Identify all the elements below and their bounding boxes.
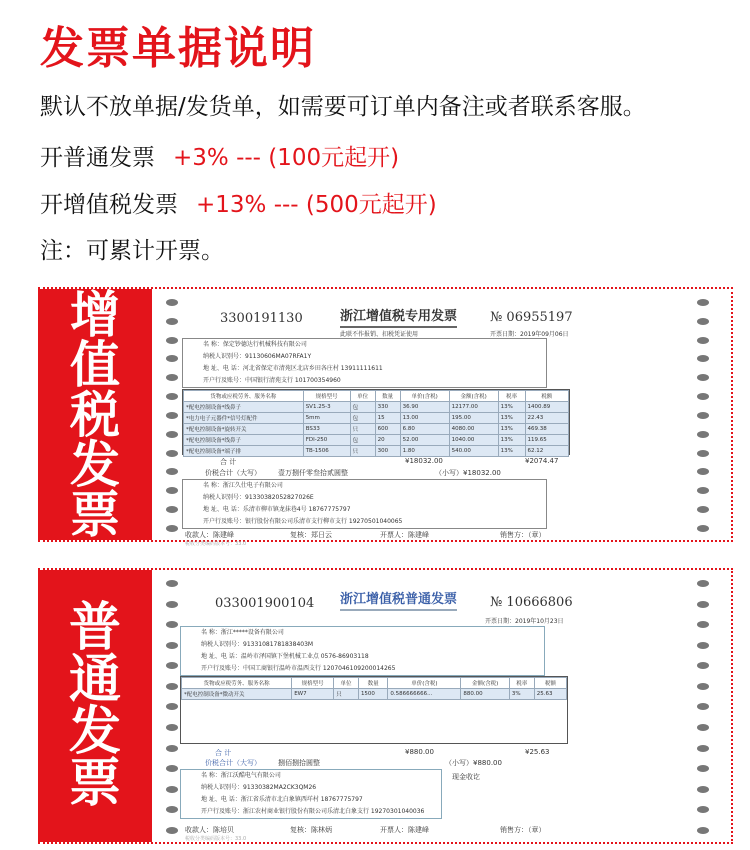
table-cell: *配电控制设备*端子排 bbox=[184, 446, 304, 457]
payee: 收款人：陈建峰 bbox=[185, 531, 234, 539]
table-cell: 1400.89 bbox=[525, 402, 568, 413]
table-row bbox=[184, 435, 569, 446]
side-char: 票 bbox=[68, 754, 121, 814]
table-cell: 3% bbox=[509, 689, 534, 700]
table-cell: *配电控制设备*线鼻子 bbox=[184, 435, 304, 446]
page-title: 发票单据说明 bbox=[40, 23, 316, 74]
buyer-info bbox=[182, 338, 547, 388]
column-header: 税率 bbox=[498, 391, 525, 402]
buyer-line: 名 称：浙江*****设备有限公司 bbox=[201, 629, 284, 636]
table-cell: 880.00 bbox=[461, 689, 510, 700]
seller-info bbox=[180, 769, 442, 819]
column-header: 货物或应税劳务、服务名称 bbox=[184, 391, 304, 402]
total-amount: ¥18032.00 bbox=[405, 457, 443, 465]
normal-side-label bbox=[38, 570, 152, 842]
side-char: 值 bbox=[70, 335, 120, 394]
seller-seal: 销售方：（章） bbox=[500, 531, 546, 539]
side-char: 通 bbox=[68, 650, 121, 710]
line-text: 开普通发票 bbox=[40, 145, 155, 171]
normal-invoice-section bbox=[38, 568, 733, 844]
table-cell: 1040.00 bbox=[449, 435, 498, 446]
table-cell: 195.00 bbox=[449, 413, 498, 424]
table-cell: 469.38 bbox=[525, 424, 568, 435]
table-cell: 13% bbox=[498, 424, 525, 435]
column-header: 单价(含税) bbox=[400, 391, 449, 402]
invoice-title: 浙江增值税普通发票 bbox=[340, 588, 457, 611]
seller-line: 地 址、电 话：浙江省乐清市北白象镇西垟村 18767775797 bbox=[201, 796, 363, 803]
payee: 收款人：陈培贝 bbox=[185, 826, 234, 834]
table-cell: 6.80 bbox=[400, 424, 449, 435]
table-cell: 只 bbox=[350, 446, 375, 457]
table-cell: 36.90 bbox=[400, 402, 449, 413]
column-header: 数量 bbox=[358, 678, 387, 689]
table-cell: 4080.00 bbox=[449, 424, 498, 435]
table-cell: 0.586666666... bbox=[388, 689, 461, 700]
column-header: 单价(含税) bbox=[388, 678, 461, 689]
side-char: 发 bbox=[70, 435, 120, 494]
table-cell: 12177.00 bbox=[449, 402, 498, 413]
total-words: 壹万捌仟零叁拾贰圆整 bbox=[278, 469, 348, 477]
invoice-code: 3300191130 bbox=[220, 311, 303, 326]
buyer-line: 名 称：保定钞德达行机械科技有限公司 bbox=[203, 341, 307, 348]
info-line-normal bbox=[40, 139, 399, 172]
table-cell: BS33 bbox=[303, 424, 350, 435]
side-char: 普 bbox=[68, 598, 121, 658]
invoice-date: 开票日期：2019年09月06日 bbox=[490, 331, 569, 338]
seller-line: 名 称：浙江沃酷电气有限公司 bbox=[201, 772, 281, 779]
table-cell: EW7 bbox=[292, 689, 334, 700]
side-char: 票 bbox=[70, 485, 120, 544]
table-row bbox=[182, 689, 567, 700]
total-tax: ¥2074.47 bbox=[525, 457, 559, 465]
remark: 现金收讫 bbox=[452, 773, 480, 781]
line-price: +13% --- (500元起开) bbox=[196, 192, 437, 218]
column-header: 税额 bbox=[534, 678, 566, 689]
table-cell: 1.80 bbox=[400, 446, 449, 457]
table-cell: 600 bbox=[375, 424, 400, 435]
line-price: +3% --- (100元起开) bbox=[173, 145, 400, 171]
table-row bbox=[184, 446, 569, 457]
column-header: 数量 bbox=[375, 391, 400, 402]
normal-invoice-image bbox=[160, 574, 727, 842]
table-cell: *配电控制设备*微动开关 bbox=[182, 689, 292, 700]
seller-line: 开户行及账号：浙江农村商业银行股份有限公司乐清北白象支行 19270301040036 bbox=[201, 808, 425, 815]
seller-line: 开户行及账号：银行股份有限公司乐清市支行柳市支行 19270501040065 bbox=[203, 518, 403, 525]
side-char: 增 bbox=[70, 285, 120, 344]
total-small: （小写）¥880.00 bbox=[445, 759, 502, 767]
total-label: 合 计 bbox=[220, 458, 237, 466]
invoice-code: 033001900104 bbox=[215, 596, 315, 611]
invoice-title: 浙江增值税专用发票 bbox=[340, 305, 457, 328]
reviewer: 复核：郑日云 bbox=[290, 531, 332, 539]
column-header: 金额(含税) bbox=[449, 391, 498, 402]
seller-line: 纳税人识别号：91330382MA2CK3QM26 bbox=[201, 784, 317, 791]
invoice-date: 开票日期：2019年10月23日 bbox=[485, 618, 564, 625]
total-label: 合 计 bbox=[215, 749, 232, 757]
info-line-vat bbox=[40, 186, 437, 219]
buyer-info bbox=[180, 626, 545, 676]
table-cell: 13% bbox=[498, 446, 525, 457]
table-cell: 13% bbox=[498, 435, 525, 446]
table-cell: TB-1506 bbox=[303, 446, 350, 457]
table-row bbox=[184, 402, 569, 413]
table-cell: 13.00 bbox=[400, 413, 449, 424]
table-cell: 5mm bbox=[303, 413, 350, 424]
table-cell: 20 bbox=[375, 435, 400, 446]
total-tax: ¥25.63 bbox=[525, 748, 550, 756]
table-cell: 15 bbox=[375, 413, 400, 424]
table-cell: FDI-250 bbox=[303, 435, 350, 446]
table-cell: *配电控制设备*线鼻子 bbox=[184, 402, 304, 413]
vat-side-label bbox=[38, 285, 152, 544]
column-header: 单位 bbox=[334, 678, 359, 689]
seller-line: 名 称：浙江久仕电子有限公司 bbox=[203, 482, 283, 489]
seller-line: 地 址、电 话：乐清市柳市镇龙抹巷4号 18767775797 bbox=[203, 506, 351, 513]
invoice-number: № 10666806 bbox=[490, 595, 573, 610]
table-row bbox=[184, 424, 569, 435]
table-cell: 包 bbox=[350, 435, 375, 446]
table-cell: 22.43 bbox=[525, 413, 568, 424]
table-cell: 540.00 bbox=[449, 446, 498, 457]
table-cell: 只 bbox=[350, 424, 375, 435]
version-note: 税收分类编码版本号：33.0 bbox=[185, 836, 247, 842]
table-cell: 52.00 bbox=[400, 435, 449, 446]
table-cell: 1500 bbox=[358, 689, 387, 700]
side-char: 税 bbox=[70, 385, 120, 444]
side-char: 发 bbox=[68, 702, 121, 762]
column-header: 规格型号 bbox=[303, 391, 350, 402]
invoice-number: № 06955197 bbox=[490, 310, 573, 325]
perforation-holes bbox=[166, 580, 180, 834]
reviewer: 复核：陈林炳 bbox=[290, 826, 332, 834]
table-cell: *电力电子元器件*信号灯配件 bbox=[184, 413, 304, 424]
table-cell: 62.12 bbox=[525, 446, 568, 457]
vat-invoice-section bbox=[38, 285, 733, 547]
buyer-line: 地 址、电 话：河北省保定市清苑区北店乡田各庄村 13911111611 bbox=[203, 365, 383, 372]
table-cell: 330 bbox=[375, 402, 400, 413]
table-cell: 包 bbox=[350, 413, 375, 424]
column-header: 规格型号 bbox=[292, 678, 334, 689]
buyer-line: 纳税人识别号：91130606MA07RFA1Y bbox=[203, 353, 312, 360]
drawer: 开票人：陈建峰 bbox=[380, 826, 429, 834]
table-cell: 119.65 bbox=[525, 435, 568, 446]
items-table bbox=[180, 676, 568, 744]
table-cell: SV1.25-3 bbox=[303, 402, 350, 413]
total-small: （小写）¥18032.00 bbox=[435, 469, 501, 477]
buyer-line: 地 址、电 话：温岭市泽国镇下堡机械工业点 0576-86903118 bbox=[201, 653, 369, 660]
table-cell: 13% bbox=[498, 413, 525, 424]
buyer-line: 开户行及账号：中国工商银行温岭市温西支行 1207046109200014265 bbox=[201, 665, 396, 672]
table-row bbox=[184, 413, 569, 424]
invoice-note: 此联不作报销、扣税凭证使用 bbox=[340, 331, 419, 338]
buyer-line: 纳税人识别号：91331081781838403M bbox=[201, 641, 314, 648]
column-header: 货物或应税劳务、服务名称 bbox=[182, 678, 292, 689]
table-cell: 只 bbox=[334, 689, 359, 700]
info-line-note bbox=[40, 232, 224, 265]
total-words: 捌佰捌拾圆整 bbox=[278, 759, 320, 767]
perforation-holes bbox=[697, 580, 711, 834]
perforation-holes bbox=[697, 299, 711, 532]
line-text: 开增值税发票 bbox=[40, 192, 178, 218]
table-cell: 包 bbox=[350, 402, 375, 413]
version-note: 税收分类编码版本号：33.0 bbox=[185, 541, 247, 547]
table-cell: 13% bbox=[498, 402, 525, 413]
seller-info bbox=[182, 479, 547, 529]
line-text: 注：可累计开票。 bbox=[40, 238, 224, 264]
info-line bbox=[40, 88, 646, 121]
column-header: 税额 bbox=[525, 391, 568, 402]
buyer-line: 开户行及账号：中国银行清苑支行 101700354960 bbox=[203, 377, 341, 384]
column-header: 税率 bbox=[509, 678, 534, 689]
table-cell: *配电控制设备*旋转开关 bbox=[184, 424, 304, 435]
seller-line: 纳税人识别号：91330382052827026E bbox=[203, 494, 314, 501]
total-words-label: 价税合计（大写） bbox=[205, 469, 261, 477]
table-cell: 25.63 bbox=[534, 689, 566, 700]
column-header: 金额(含税) bbox=[461, 678, 510, 689]
total-words-label: 价税合计（大写） bbox=[205, 759, 261, 767]
line-text: 默认不放单据/发货单，如需要可订单内备注或者联系客服。 bbox=[40, 94, 646, 120]
drawer: 开票人：陈建峰 bbox=[380, 531, 429, 539]
seller-seal: 销售方：（章） bbox=[500, 826, 546, 834]
vat-invoice-image bbox=[160, 293, 727, 547]
total-amount: ¥880.00 bbox=[405, 748, 434, 756]
column-header: 单位 bbox=[350, 391, 375, 402]
table-cell: 300 bbox=[375, 446, 400, 457]
items-table bbox=[182, 389, 570, 455]
perforation-holes bbox=[166, 299, 180, 532]
